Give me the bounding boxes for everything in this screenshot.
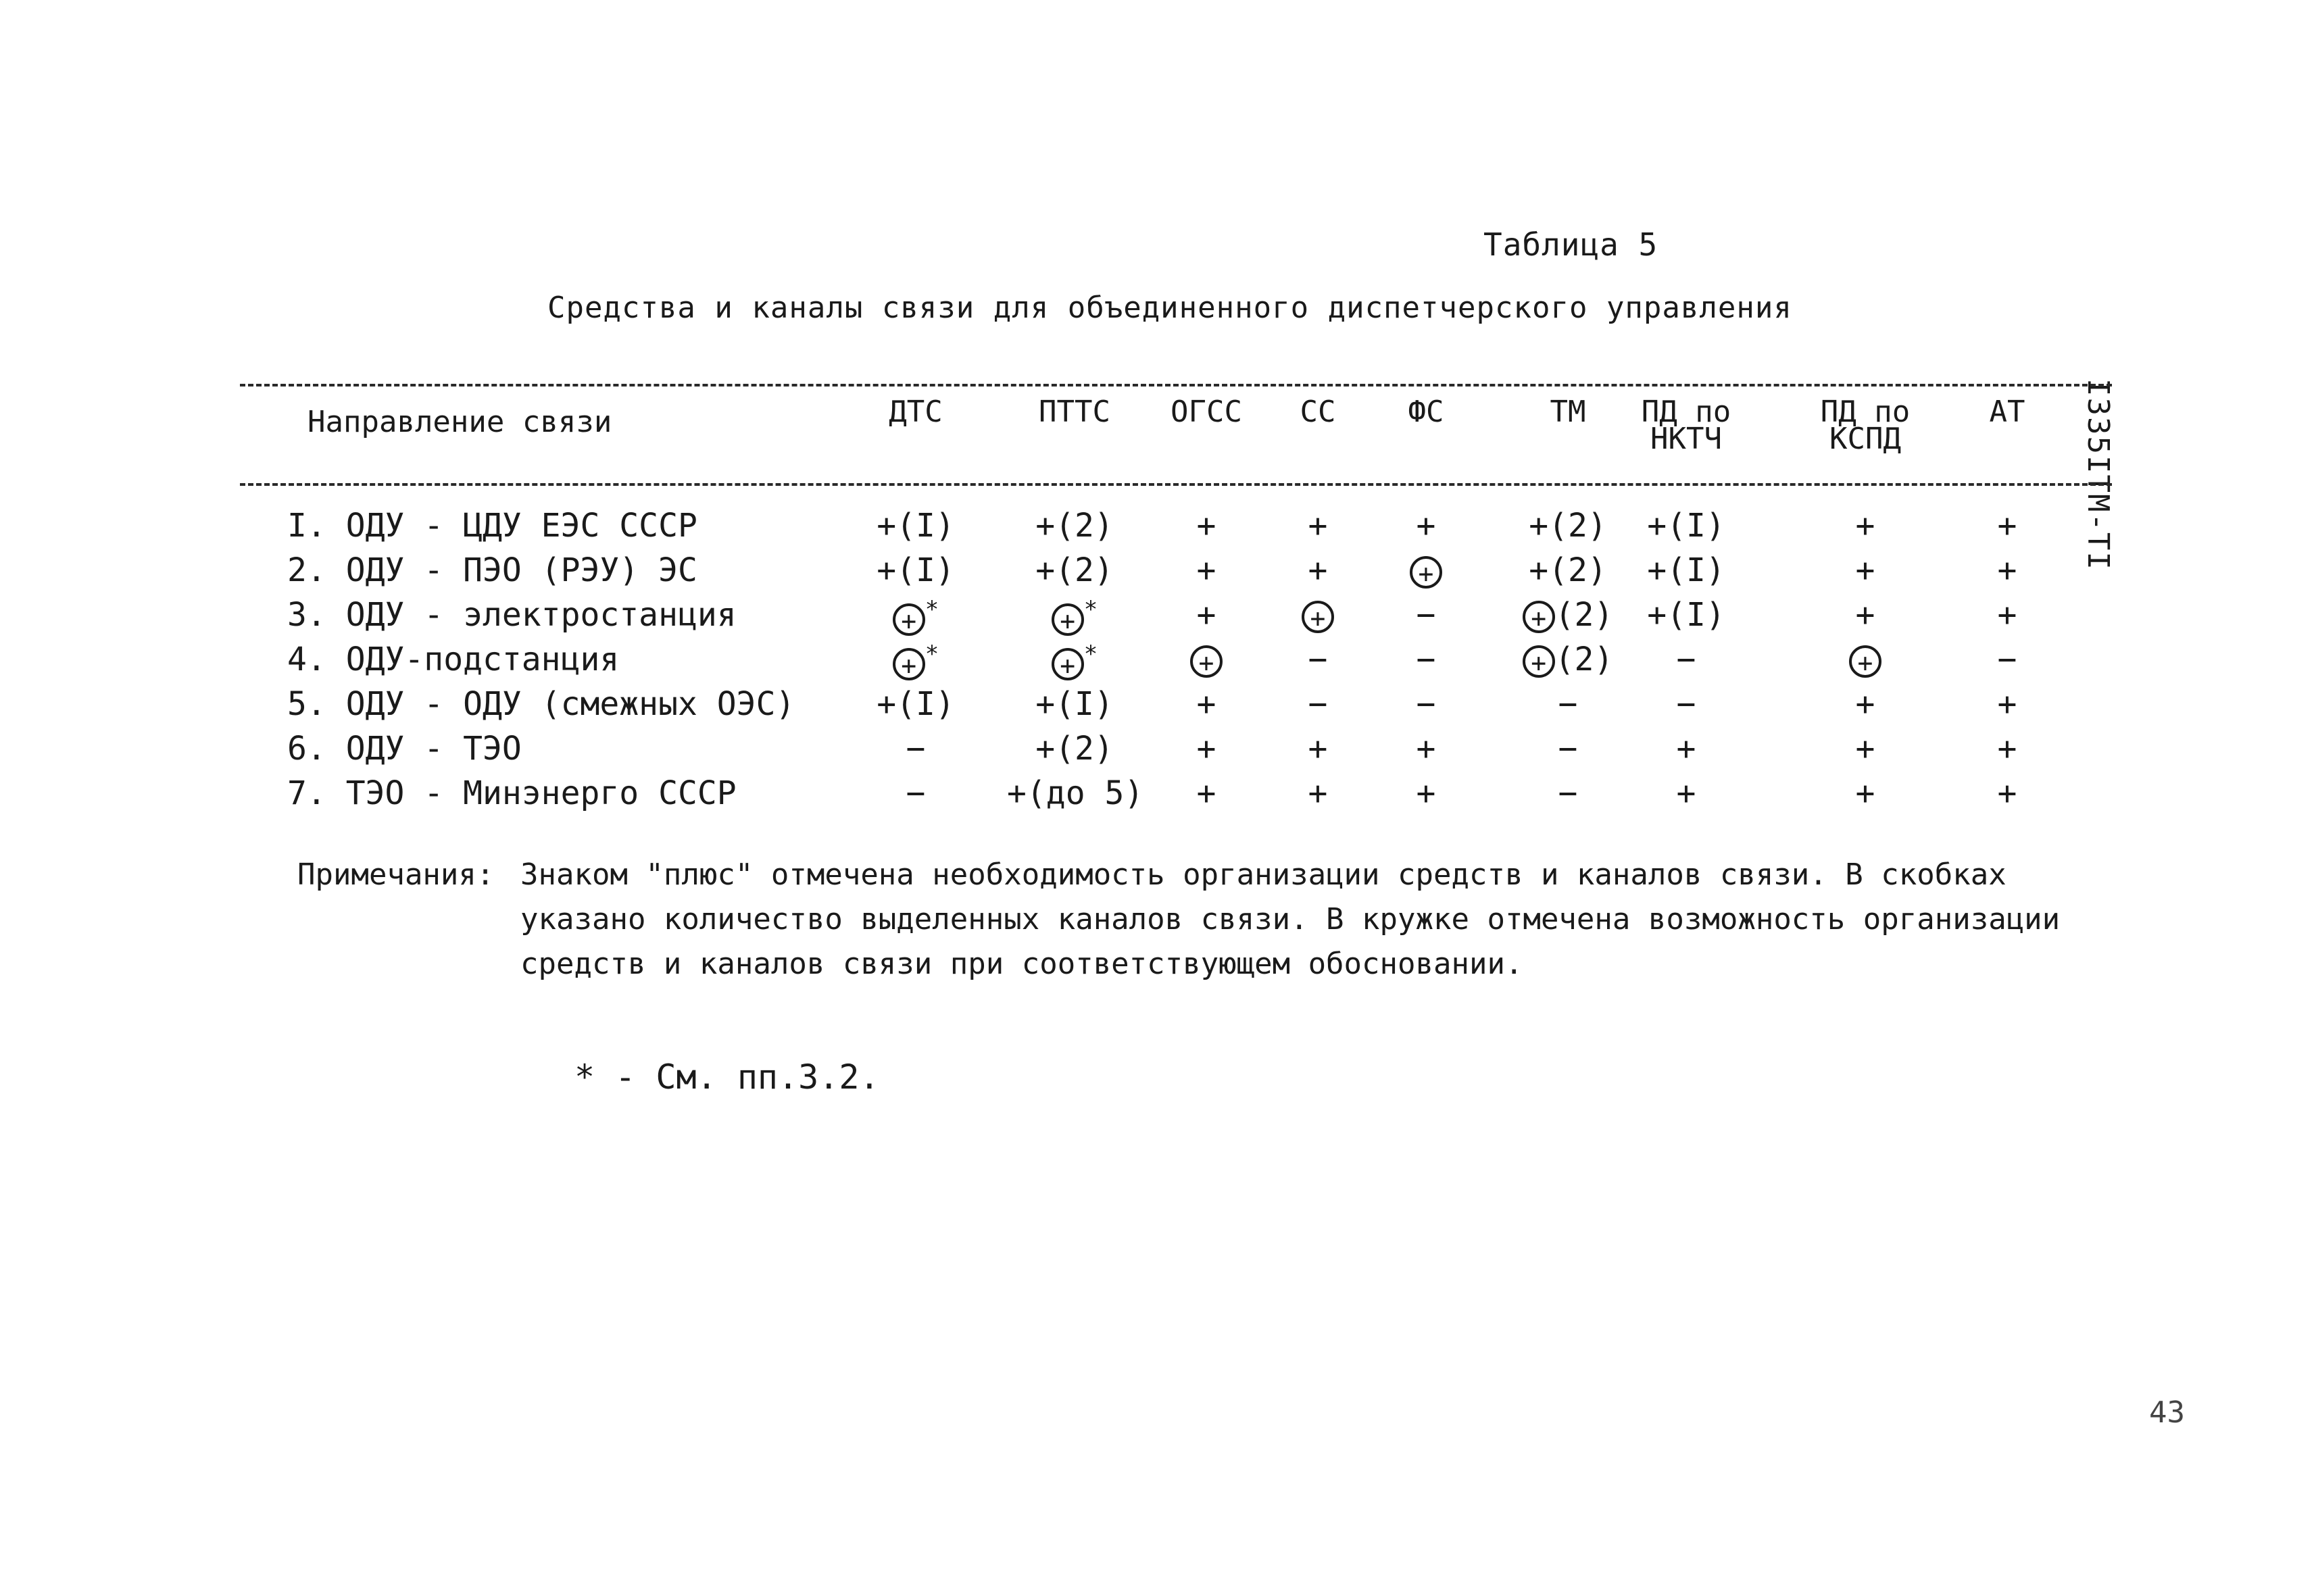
table-cell: + — [1676, 774, 1696, 812]
table-cell: − — [1416, 641, 1436, 678]
table-cell — [848, 596, 983, 637]
table-cell: + — [1196, 774, 1216, 812]
table-cell: +(I) — [877, 551, 955, 589]
notes-line-1: Знаком "плюс" отмечена необходимость организации средств и каналов связи. В скобках — [520, 857, 2007, 892]
table-cell: +(2) — [1035, 730, 1114, 768]
circled-plus-icon: + — [1302, 601, 1334, 633]
table-cell: − — [1416, 685, 1436, 723]
header-cell: ОГСС — [1171, 395, 1242, 429]
table-cell: − — [1558, 685, 1578, 723]
header-cell: ДТС — [889, 395, 943, 429]
table-cell: + — [1997, 596, 2017, 634]
table-cell: − — [1558, 774, 1578, 812]
circled-plus-icon: + — [1052, 603, 1084, 636]
table-cell: + — [1997, 507, 2017, 545]
notes-label: Примечания: — [297, 857, 495, 892]
cell-value: (2) — [1554, 596, 1614, 634]
page-number: 43 — [2149, 1395, 2185, 1430]
asterisk-icon: * — [1083, 596, 1098, 623]
header-cell: ФС — [1408, 395, 1444, 429]
table-cell: + — [1855, 596, 1875, 634]
table-cell: + — [1416, 774, 1436, 812]
row-label: I. ОДУ - ЦДУ ЕЭС СССР — [287, 507, 697, 545]
table-cell: − — [1997, 641, 2017, 678]
table-cell: + — [1855, 730, 1875, 768]
table-cell: +(2) — [1035, 551, 1114, 589]
header-cell: ПД по НКТЧ — [1641, 395, 1731, 456]
table-cell: +(I) — [1647, 596, 1725, 634]
table-cell: + — [1196, 551, 1216, 589]
table-label: Таблица 5 — [1483, 226, 1658, 263]
table-row — [0, 774, 2314, 819]
circled-plus-icon: + — [1523, 601, 1555, 633]
asterisk-icon: * — [925, 641, 939, 668]
circled-plus-icon: + — [1410, 556, 1442, 589]
table-cell — [848, 641, 983, 681]
row-label: 4. ОДУ-подстанция — [287, 641, 620, 678]
table-cell: + — [1308, 730, 1328, 768]
table-row — [0, 641, 2314, 685]
table-cell: − — [906, 774, 926, 812]
table-cell: − — [1558, 730, 1578, 768]
table-cell — [1500, 596, 1635, 634]
table-cell: − — [1308, 641, 1328, 678]
table-cell: + — [1416, 730, 1436, 768]
header-cell: АТ — [1989, 395, 2025, 429]
table-row — [0, 596, 2314, 641]
table-header-rule — [240, 483, 2112, 486]
table-cell: + — [1855, 551, 1875, 589]
header-cell: СС — [1300, 395, 1336, 429]
table-cell: − — [1676, 641, 1696, 678]
table-cell — [1500, 641, 1635, 678]
row-label: 3. ОДУ - электростанция — [287, 596, 737, 634]
row-label: 7. ТЭО - Минэнерго СССР — [287, 774, 737, 812]
notes-line-3: средств и каналов связи при соответствующем обосновании. — [520, 947, 1523, 981]
table-cell: + — [1997, 685, 2017, 723]
table-cell: + — [1855, 507, 1875, 545]
row-label: 6. ОДУ - ТЭО — [287, 730, 522, 768]
table-cell: + — [1997, 730, 2017, 768]
header-direction: Направление связи — [307, 405, 612, 439]
header-cell: ПТТС — [1039, 395, 1110, 429]
circled-plus-icon: + — [893, 603, 925, 636]
circled-plus-icon: + — [1849, 645, 1881, 678]
table-cell: + — [1196, 596, 1216, 634]
table-cell: + — [1308, 551, 1328, 589]
table-cell: +(до 5) — [1007, 774, 1144, 812]
table-row — [0, 551, 2314, 596]
circled-plus-icon: + — [1190, 645, 1223, 678]
table-cell: + — [1196, 507, 1216, 545]
table-cell: − — [906, 730, 926, 768]
asterisk-icon: * — [925, 596, 939, 623]
table-cell: + — [1196, 730, 1216, 768]
row-label: 2. ОДУ - ПЭО (РЭУ) ЭС — [287, 551, 697, 589]
circled-plus-icon: + — [1052, 648, 1084, 680]
asterisk-icon: * — [1083, 641, 1098, 668]
side-document-code: I335ITM-TI — [2081, 378, 2115, 571]
header-cell: ПД по КСПД — [1820, 395, 1911, 456]
table-cell: − — [1308, 685, 1328, 723]
footnote: * - См. пп.3.2. — [574, 1057, 880, 1097]
table-cell: +(I) — [1647, 551, 1725, 589]
table-cell: + — [1855, 685, 1875, 723]
table-cell: + — [1997, 774, 2017, 812]
table-cell — [1798, 641, 1933, 678]
table-cell: +(I) — [877, 685, 955, 723]
table-cell: +(2) — [1529, 551, 1607, 589]
notes-line-2: указано количество выделенных каналов связи. В кружке отмечена возможность организации — [520, 902, 2061, 937]
table-cell: +(2) — [1035, 507, 1114, 545]
circled-plus-icon: + — [1523, 645, 1555, 678]
circled-plus-icon: + — [893, 648, 925, 680]
table-cell: + — [1676, 730, 1696, 768]
table-cell: +(I) — [1647, 507, 1725, 545]
table-cell: + — [1855, 774, 1875, 812]
header-cell: ТМ — [1550, 395, 1586, 429]
table-cell — [1007, 641, 1142, 681]
table-row — [0, 507, 2314, 551]
table-cell — [1007, 596, 1142, 637]
table-row — [0, 685, 2314, 730]
table-row — [0, 730, 2314, 774]
table-cell: + — [1997, 551, 2017, 589]
table-cell — [1358, 551, 1494, 589]
table-cell: +(I) — [1035, 685, 1114, 723]
table-cell: − — [1676, 685, 1696, 723]
cell-value: (2) — [1554, 641, 1614, 678]
table-cell: + — [1416, 507, 1436, 545]
table-cell: − — [1416, 596, 1436, 634]
table-title: Средства и каналы связи для объединенного диспетчерского управления — [547, 291, 1792, 325]
table-cell: +(2) — [1529, 507, 1607, 545]
row-label: 5. ОДУ - ОДУ (смежных ОЭС) — [287, 685, 795, 723]
table-cell: + — [1308, 507, 1328, 545]
table-top-rule — [240, 384, 2112, 386]
table-cell: + — [1308, 774, 1328, 812]
table-cell: + — [1196, 685, 1216, 723]
table-cell: +(I) — [877, 507, 955, 545]
